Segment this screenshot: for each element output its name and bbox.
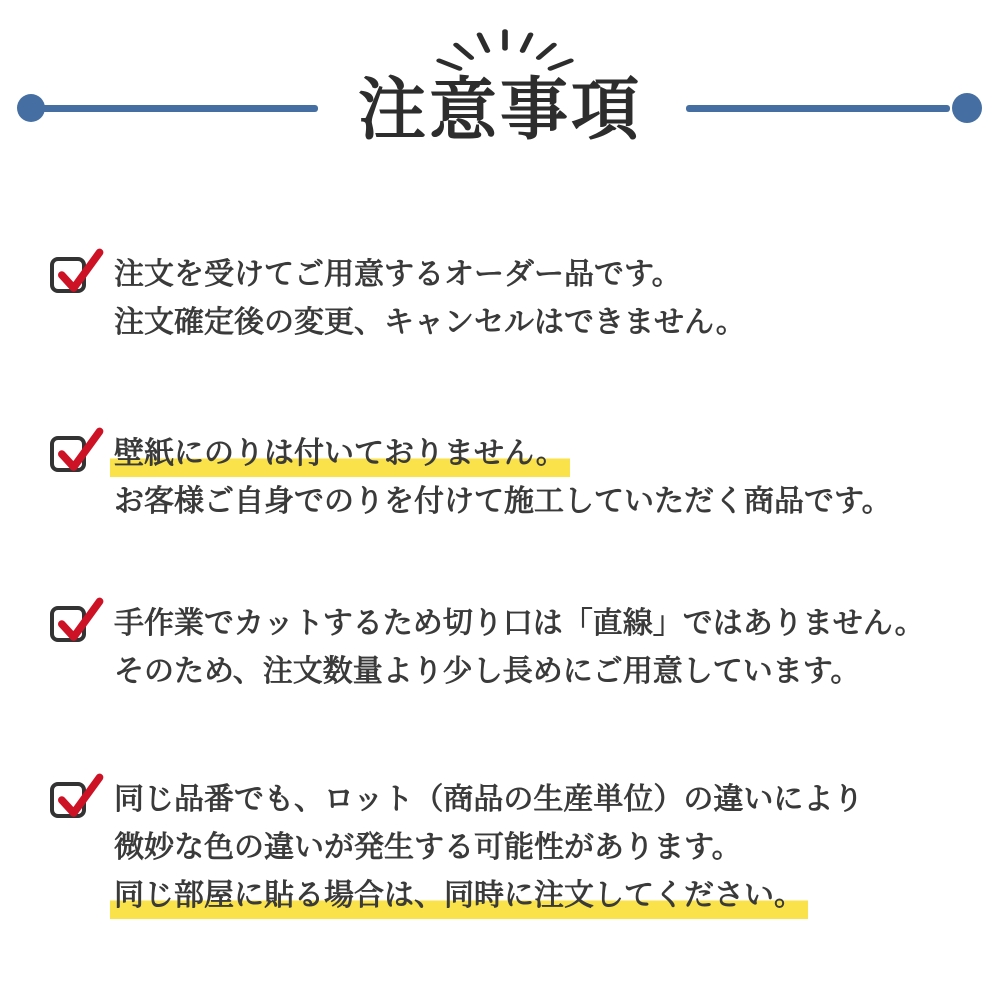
header-right-line [686, 105, 950, 112]
notice-line [114, 430, 892, 478]
checkbox-checked-icon [50, 782, 86, 818]
notice-item-cut [50, 600, 925, 696]
notice-item-lot [50, 776, 863, 920]
notice-line [114, 299, 746, 347]
notice-item-text [114, 251, 746, 347]
checkbox-checked-icon [50, 606, 86, 642]
notice-item-order [50, 251, 746, 347]
highlighted-text: 壁紙にのりは付いておりません。 [110, 436, 570, 477]
red-checkmark-icon [51, 426, 105, 480]
notice-line-text: 同じ品番でも、ロット（商品の生産単位）の違いにより [114, 782, 864, 817]
emphasis-rays-icon [435, 12, 575, 74]
notice-item-glue [50, 430, 892, 526]
notice-line [114, 600, 925, 648]
checkbox-checked-icon [50, 257, 86, 293]
notice-line [114, 872, 863, 920]
checkbox-checked-icon [50, 436, 86, 472]
notice-line [114, 648, 925, 696]
notice-line-text: 手作業でカットするため切り口は「直線」ではありません。 [114, 606, 925, 641]
notice-line-text: そのため、注文数量より少し長めにご用意しています。 [114, 654, 861, 689]
highlighted-text: 同じ部屋に貼る場合は、同時に注文してください。 [110, 878, 808, 919]
notice-item-text [114, 600, 925, 696]
notice-line [114, 251, 746, 299]
red-checkmark-icon [51, 772, 105, 826]
notice-item-text [114, 776, 863, 920]
notice-line-text: 注文を受けてご用意するオーダー品です。 [114, 257, 682, 292]
header-right-dot [952, 93, 982, 123]
page-title: 注意事項 [357, 71, 642, 150]
red-checkmark-icon [51, 247, 105, 301]
notice-line [114, 478, 892, 526]
notice-item-text [114, 430, 892, 526]
notice-line [114, 776, 863, 824]
notice-line-text: お客様ご自身でのりを付けて施工していただく商品です。 [114, 484, 892, 519]
red-checkmark-icon [51, 596, 105, 650]
notice-line [114, 824, 863, 872]
notice-line-text: 微妙な色の違いが発生する可能性があります。 [114, 830, 742, 865]
notice-line-text: 注文確定後の変更、キャンセルはできません。 [114, 305, 746, 340]
